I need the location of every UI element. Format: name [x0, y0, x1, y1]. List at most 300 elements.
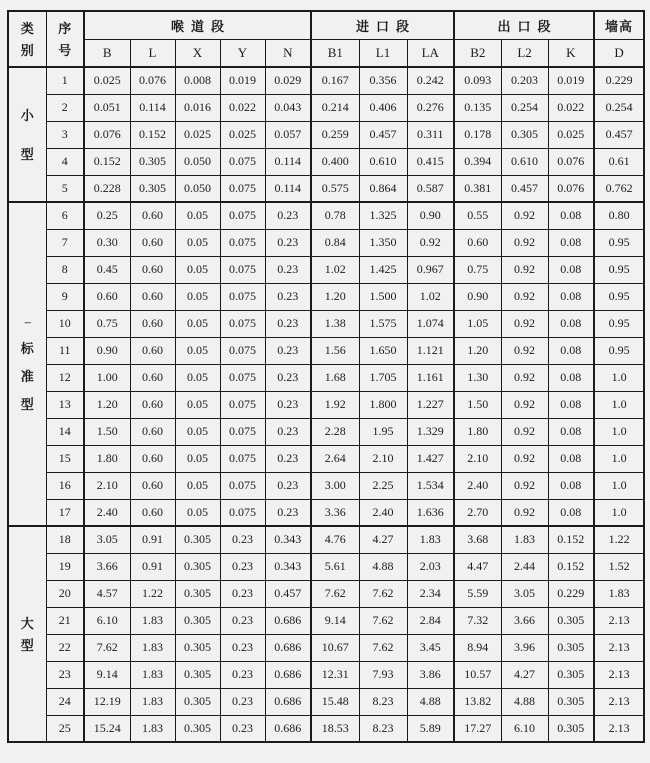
cell-value: 0.05	[175, 445, 220, 472]
cell-value: 0.90	[454, 283, 501, 310]
cell-value: 0.90	[407, 202, 454, 229]
cell-value: 0.23	[220, 634, 265, 661]
cell-value: 0.029	[265, 67, 311, 94]
cell-value: 0.23	[265, 310, 311, 337]
cell-value: 1.83	[130, 607, 175, 634]
cell-value: 0.305	[175, 661, 220, 688]
group-header-outlet: 出口段	[454, 11, 594, 39]
cell-value: 2.03	[407, 553, 454, 580]
cell-value: 1.329	[407, 418, 454, 445]
cell-value: 2.40	[84, 499, 130, 526]
cell-value: 1.20	[84, 391, 130, 418]
cell-value: 0.75	[454, 256, 501, 283]
cell-value: 0.92	[501, 445, 548, 472]
cell-value: 0.075	[220, 229, 265, 256]
cell-value: 4.57	[84, 580, 130, 607]
table-row	[8, 445, 644, 472]
column-header-b2: B2	[454, 39, 501, 67]
cell-value: 0.60	[130, 418, 175, 445]
cell-value: 0.05	[175, 337, 220, 364]
cell-serial: 15	[46, 445, 84, 472]
cell-value: 0.686	[265, 688, 311, 715]
cell-value: 0.276	[407, 94, 454, 121]
table-row	[8, 661, 644, 688]
cell-value: 1.425	[359, 256, 407, 283]
table-row	[8, 67, 644, 94]
cell-value: 0.55	[454, 202, 501, 229]
cell-value: 0.305	[501, 121, 548, 148]
cell-value: 0.311	[407, 121, 454, 148]
cell-value: 5.89	[407, 715, 454, 742]
table-row	[8, 337, 644, 364]
cell-value: 0.08	[548, 391, 594, 418]
header-row-groups	[8, 11, 644, 39]
cell-value: 0.415	[407, 148, 454, 175]
cell-value: 1.705	[359, 364, 407, 391]
cell-value: 0.92	[501, 499, 548, 526]
cell-value: 0.381	[454, 175, 501, 202]
cell-value: 3.00	[311, 472, 359, 499]
cell-serial: 1	[46, 67, 84, 94]
category-char: 标	[20, 340, 34, 356]
table-row	[8, 715, 644, 742]
cell-value: 2.70	[454, 499, 501, 526]
category-char: 大	[20, 615, 34, 631]
cell-value: 0.92	[501, 202, 548, 229]
cell-value: 0.019	[220, 67, 265, 94]
cell-value: 0.95	[594, 283, 644, 310]
cell-value: 0.457	[501, 175, 548, 202]
cell-value: 0.23	[220, 715, 265, 742]
cell-value: 0.23	[265, 391, 311, 418]
cell-value: 3.36	[311, 499, 359, 526]
cell-value: 7.62	[84, 634, 130, 661]
cell-value: 0.457	[265, 580, 311, 607]
cell-value: 0.075	[220, 337, 265, 364]
cell-value: 1.0	[594, 445, 644, 472]
cell-value: 0.214	[311, 94, 359, 121]
cell-value: 0.23	[220, 553, 265, 580]
cell-value: 7.62	[359, 607, 407, 634]
cell-value: 7.32	[454, 607, 501, 634]
cell-value: 2.28	[311, 418, 359, 445]
cell-value: 0.400	[311, 148, 359, 175]
cell-serial: 23	[46, 661, 84, 688]
cell-value: 0.25	[84, 202, 130, 229]
cell-value: 10.57	[454, 661, 501, 688]
cell-serial: 9	[46, 283, 84, 310]
cell-value: 4.88	[407, 688, 454, 715]
cell-value: 0.587	[407, 175, 454, 202]
cell-value: 0.05	[175, 202, 220, 229]
cell-value: 1.83	[130, 715, 175, 742]
cell-value: 0.05	[175, 310, 220, 337]
cell-value: 0.075	[220, 445, 265, 472]
cell-value: 0.259	[311, 121, 359, 148]
cell-value: 0.305	[175, 634, 220, 661]
cell-value: 1.534	[407, 472, 454, 499]
cell-value: 0.025	[84, 67, 130, 94]
dimension-table	[7, 10, 645, 743]
cell-value: 2.84	[407, 607, 454, 634]
cell-value: 0.84	[311, 229, 359, 256]
cell-value: 0.92	[501, 283, 548, 310]
cell-value: 0.23	[265, 337, 311, 364]
cell-value: 0.152	[548, 526, 594, 553]
table-body	[8, 67, 644, 742]
cell-value: 1.83	[501, 526, 548, 553]
cell-value: 0.305	[175, 715, 220, 742]
cell-value: 4.47	[454, 553, 501, 580]
cell-value: 0.016	[175, 94, 220, 121]
cell-value: 8.94	[454, 634, 501, 661]
cell-value: 0.92	[501, 337, 548, 364]
cell-value: 0.45	[84, 256, 130, 283]
header-row-columns	[8, 39, 644, 67]
cell-value: 0.92	[501, 256, 548, 283]
cell-value: 0.610	[359, 148, 407, 175]
cell-value: 0.114	[265, 175, 311, 202]
table-row	[8, 499, 644, 526]
column-header-la: LA	[407, 39, 454, 67]
group-header-throat: 喉道段	[84, 11, 311, 39]
column-header-x: X	[175, 39, 220, 67]
cell-value: 7.93	[359, 661, 407, 688]
cell-value: 4.27	[501, 661, 548, 688]
cell-value: 1.05	[454, 310, 501, 337]
cell-value: 0.78	[311, 202, 359, 229]
column-header-l2: L2	[501, 39, 548, 67]
cell-value: 0.075	[220, 256, 265, 283]
cell-value: 4.27	[359, 526, 407, 553]
cell-value: 0.305	[548, 607, 594, 634]
cell-value: 6.10	[84, 607, 130, 634]
category-cell	[8, 202, 46, 526]
cell-value: 1.350	[359, 229, 407, 256]
header-serial-line: 序	[58, 20, 72, 36]
table-row	[8, 418, 644, 445]
cell-serial: 19	[46, 553, 84, 580]
cell-value: 2.44	[501, 553, 548, 580]
cell-serial: 21	[46, 607, 84, 634]
cell-value: 0.254	[594, 94, 644, 121]
cell-value: 0.610	[501, 148, 548, 175]
cell-value: 0.60	[130, 445, 175, 472]
cell-value: 1.22	[130, 580, 175, 607]
column-header-l: L	[130, 39, 175, 67]
cell-value: 0.30	[84, 229, 130, 256]
cell-value: 0.025	[220, 121, 265, 148]
column-header-b: B	[84, 39, 130, 67]
cell-value: 2.13	[594, 607, 644, 634]
cell-value: 9.14	[311, 607, 359, 634]
cell-serial: 8	[46, 256, 84, 283]
cell-serial: 7	[46, 229, 84, 256]
cell-value: 0.050	[175, 148, 220, 175]
cell-value: 0.305	[175, 688, 220, 715]
category-char: 型	[20, 146, 34, 162]
cell-value: 18.53	[311, 715, 359, 742]
cell-value: 0.08	[548, 229, 594, 256]
cell-value: 0.019	[548, 67, 594, 94]
table-row	[8, 472, 644, 499]
category-char: 准	[20, 368, 34, 384]
cell-value: 7.62	[311, 580, 359, 607]
cell-value: 0.60	[130, 472, 175, 499]
cell-value: 0.305	[175, 553, 220, 580]
cell-value: 1.80	[84, 445, 130, 472]
cell-value: 1.83	[594, 580, 644, 607]
cell-value: 15.48	[311, 688, 359, 715]
cell-value: 0.457	[594, 121, 644, 148]
cell-value: 1.0	[594, 364, 644, 391]
cell-value: 0.95	[594, 229, 644, 256]
cell-value: 1.30	[454, 364, 501, 391]
cell-value: 0.075	[220, 202, 265, 229]
cell-value: 0.23	[265, 445, 311, 472]
cell-value: 1.0	[594, 499, 644, 526]
cell-serial: 12	[46, 364, 84, 391]
category-cell	[8, 526, 46, 742]
cell-value: 0.686	[265, 715, 311, 742]
cell-value: 0.229	[594, 67, 644, 94]
cell-value: 0.91	[130, 526, 175, 553]
table-row	[8, 256, 644, 283]
cell-value: 0.08	[548, 337, 594, 364]
cell-value: 0.406	[359, 94, 407, 121]
cell-value: 1.575	[359, 310, 407, 337]
table-row	[8, 310, 644, 337]
cell-value: 0.05	[175, 418, 220, 445]
cell-value: 0.95	[594, 310, 644, 337]
cell-value: 0.057	[265, 121, 311, 148]
cell-value: 1.68	[311, 364, 359, 391]
cell-serial: 3	[46, 121, 84, 148]
cell-value: 2.13	[594, 634, 644, 661]
cell-value: 0.08	[548, 256, 594, 283]
cell-value: 1.83	[130, 634, 175, 661]
cell-serial: 13	[46, 391, 84, 418]
cell-value: 0.114	[130, 94, 175, 121]
cell-value: 0.05	[175, 391, 220, 418]
cell-value: 2.10	[359, 445, 407, 472]
cell-value: 0.92	[501, 472, 548, 499]
cell-value: 1.20	[454, 337, 501, 364]
category-char: 型	[20, 637, 34, 653]
cell-value: 5.59	[454, 580, 501, 607]
cell-value: 0.152	[84, 148, 130, 175]
cell-value: 2.40	[359, 499, 407, 526]
table-row	[8, 283, 644, 310]
cell-value: 0.60	[130, 499, 175, 526]
cell-serial: 20	[46, 580, 84, 607]
table-row	[8, 364, 644, 391]
cell-value: 0.91	[130, 553, 175, 580]
cell-value: 1.22	[594, 526, 644, 553]
column-header-k: K	[548, 39, 594, 67]
cell-value: 1.161	[407, 364, 454, 391]
cell-value: 0.08	[548, 310, 594, 337]
cell-value: 3.68	[454, 526, 501, 553]
header-category-stack	[9, 22, 46, 57]
cell-value: 0.242	[407, 67, 454, 94]
cell-value: 0.08	[548, 499, 594, 526]
cell-value: 1.50	[454, 391, 501, 418]
cell-value: 15.24	[84, 715, 130, 742]
column-header-d: D	[594, 39, 644, 67]
cell-value: 0.022	[548, 94, 594, 121]
cell-value: 0.305	[548, 634, 594, 661]
cell-value: 0.92	[501, 364, 548, 391]
cell-value: 1.650	[359, 337, 407, 364]
cell-value: 4.88	[501, 688, 548, 715]
cell-value: 0.076	[548, 148, 594, 175]
table-row	[8, 94, 644, 121]
cell-value: 1.636	[407, 499, 454, 526]
cell-value: 0.305	[130, 175, 175, 202]
cell-value: 0.61	[594, 148, 644, 175]
cell-value: 1.0	[594, 391, 644, 418]
cell-value: 2.10	[84, 472, 130, 499]
column-header-n: N	[265, 39, 311, 67]
cell-value: 1.227	[407, 391, 454, 418]
cell-value: 0.92	[407, 229, 454, 256]
cell-serial: 2	[46, 94, 84, 121]
cell-value: 0.167	[311, 67, 359, 94]
cell-serial: 11	[46, 337, 84, 364]
cell-value: 0.254	[501, 94, 548, 121]
cell-value: 0.23	[265, 499, 311, 526]
cell-value: 0.23	[220, 661, 265, 688]
cell-value: 0.075	[220, 364, 265, 391]
cell-value: 0.08	[548, 202, 594, 229]
cell-value: 2.25	[359, 472, 407, 499]
cell-value: 0.076	[130, 67, 175, 94]
cell-value: 0.60	[130, 364, 175, 391]
cell-value: 0.05	[175, 364, 220, 391]
cell-value: 0.95	[594, 256, 644, 283]
cell-value: 0.135	[454, 94, 501, 121]
cell-value: 4.76	[311, 526, 359, 553]
cell-value: 2.13	[594, 715, 644, 742]
cell-value: 2.10	[454, 445, 501, 472]
cell-value: 0.075	[220, 499, 265, 526]
cell-value: 1.80	[454, 418, 501, 445]
cell-value: 0.60	[454, 229, 501, 256]
cell-value: 0.05	[175, 229, 220, 256]
cell-value: 13.82	[454, 688, 501, 715]
cell-value: 0.60	[130, 202, 175, 229]
cell-value: 0.356	[359, 67, 407, 94]
cell-value: 2.40	[454, 472, 501, 499]
cell-value: 1.121	[407, 337, 454, 364]
cell-value: 0.008	[175, 67, 220, 94]
cell-value: 0.92	[501, 391, 548, 418]
table-row	[8, 229, 644, 256]
cell-value: 0.967	[407, 256, 454, 283]
table-row	[8, 121, 644, 148]
cell-value: 0.305	[548, 715, 594, 742]
cell-serial: 5	[46, 175, 84, 202]
cell-serial: 22	[46, 634, 84, 661]
cell-value: 0.228	[84, 175, 130, 202]
table-header	[8, 11, 644, 67]
cell-serial: 4	[46, 148, 84, 175]
cell-value: 1.0	[594, 418, 644, 445]
cell-value: 0.60	[130, 283, 175, 310]
cell-value: 2.13	[594, 688, 644, 715]
table-row	[8, 553, 644, 580]
category-char: ---	[24, 316, 31, 327]
cell-value: 0.90	[84, 337, 130, 364]
cell-value: 3.45	[407, 634, 454, 661]
cell-value: 1.427	[407, 445, 454, 472]
cell-value: 0.178	[454, 121, 501, 148]
header-category-line: 类	[20, 20, 34, 36]
cell-value: 0.864	[359, 175, 407, 202]
cell-value: 0.025	[175, 121, 220, 148]
cell-value: 3.66	[84, 553, 130, 580]
cell-value: 1.92	[311, 391, 359, 418]
cell-value: 0.575	[311, 175, 359, 202]
cell-serial: 24	[46, 688, 84, 715]
cell-value: 0.23	[220, 607, 265, 634]
cell-value: 0.08	[548, 364, 594, 391]
cell-value: 0.23	[265, 202, 311, 229]
column-header-y: Y	[220, 39, 265, 67]
cell-value: 1.20	[311, 283, 359, 310]
cell-value: 9.14	[84, 661, 130, 688]
cell-value: 12.19	[84, 688, 130, 715]
cell-value: 6.10	[501, 715, 548, 742]
cell-value: 0.80	[594, 202, 644, 229]
cell-value: 0.23	[220, 688, 265, 715]
category-cell	[8, 67, 46, 202]
cell-value: 3.05	[501, 580, 548, 607]
cell-value: 1.02	[407, 283, 454, 310]
cell-value: 0.457	[359, 121, 407, 148]
cell-value: 0.05	[175, 283, 220, 310]
cell-value: 0.23	[265, 256, 311, 283]
cell-value: 0.305	[175, 526, 220, 553]
header-serial	[46, 11, 84, 67]
cell-value: 3.86	[407, 661, 454, 688]
cell-value: 1.50	[84, 418, 130, 445]
cell-value: 0.23	[265, 472, 311, 499]
cell-value: 0.075	[220, 472, 265, 499]
cell-value: 0.305	[175, 580, 220, 607]
column-header-b1: B1	[311, 39, 359, 67]
cell-value: 1.56	[311, 337, 359, 364]
cell-value: 0.92	[501, 229, 548, 256]
cell-value: 1.0	[594, 472, 644, 499]
cell-value: 0.093	[454, 67, 501, 94]
cell-value: 1.83	[130, 688, 175, 715]
cell-value: 0.022	[220, 94, 265, 121]
cell-value: 0.075	[220, 175, 265, 202]
cell-value: 1.500	[359, 283, 407, 310]
cell-value: 10.67	[311, 634, 359, 661]
cell-value: 3.96	[501, 634, 548, 661]
header-category-line: 别	[20, 42, 34, 58]
cell-value: 3.66	[501, 607, 548, 634]
cell-value: 5.61	[311, 553, 359, 580]
cell-serial: 14	[46, 418, 84, 445]
table-row	[8, 391, 644, 418]
cell-serial: 10	[46, 310, 84, 337]
cell-value: 0.075	[220, 418, 265, 445]
cell-value: 0.60	[84, 283, 130, 310]
